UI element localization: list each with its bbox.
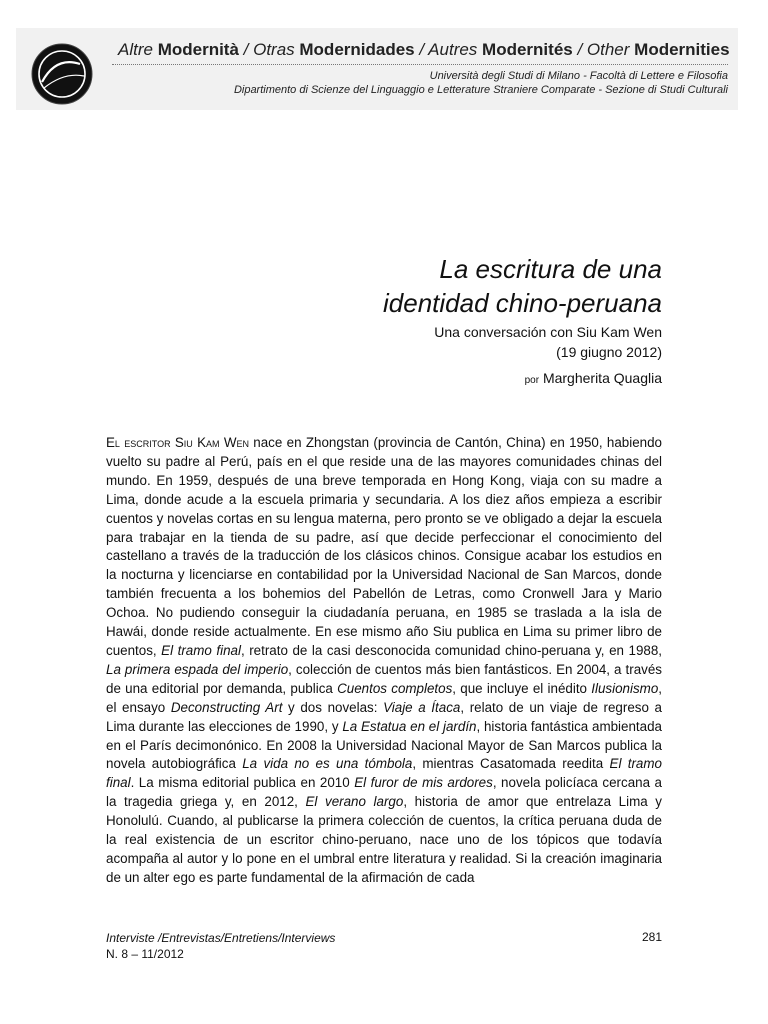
book-title: Ilusionismo: [591, 680, 659, 696]
article-title-line-1: La escritura de una: [439, 254, 662, 284]
book-title: Cuentos completos: [337, 680, 453, 696]
body-paragraph: El escritor Siu Kam Wen nace en Zhongstan (provincia de Cantón, China) en 1950, habiendo vuelto su padre al Perú, país en el que reside una de las mayores comunidades chinas del mundo. En 1959, después de una breve temporada en Hong Kong, viaja con su madre a Lima, donde acude a la escuela primaria y secundaria. A los diez años empieza a escribir cuentos y novelas cortas en su lengua materna, pero pronto se ve obligado a dejar la escuela para trabajar en la tienda de su padre, así que decide perfeccionar el conocimiento del castellano a través de la traducción de los clásicos chinos. Consigue acabar los estudios en la nocturna y licenciarse en contabilidad por la Universidad Nacional de San Marcos, donde también frecuenta a los bohemios del Pabellón de Letras, como Cronwell Jara y Mario Ochoa. No pudiendo conseguir la ciudadanía peruana, en 1985 se traslada a la isla de Hawái, donde reside actualmente. En ese mismo año Siu publica en Lima su primer libro de cuentos, El tramo final, retrato de la casi desconocida comunidad chino-peruana y, en 1988, La primera espada del imperio, colección de cuentos más bien fantásticos. En 2004, a través de una editorial por demanda, publica Cuentos completos, que incluye el inédito Ilusionismo, el ensayo Deconstructing Art y dos novelas: Viaje a Ítaca, relato de un viaje de regreso a Lima durante las elecciones de 1990, y La Estatua en el jardín, historia fantástica ambientada en el París decimonónico. En 2008 la Universidad Nacional Mayor de San Marcos publica la novela autobiográfica La vida no es una tómbola, mientras Casatomada reedita El tramo final. La misma editorial publica en 2010 El furor de mis ardores, novela policíaca cercana a la tragedia griega y, en 2012, El verano largo, historia de amor que entrelaza Lima y Honolulú. Cuando, al publicarse la primera colección de cuentos, la crítica peruana duda de la real existencia de un escritor chino-peruano, nace uno de los tópicos que todavía acompaña al autor y lo pone en el umbral entre literatura y realidad. Si la creación imaginaria de un alter ego es parte fundamental de la afirmación de cada: [106, 435, 663, 885]
footer-section: Interviste /Entrevistas/Entretiens/Interviews: [106, 931, 336, 945]
institution-line-1: Università degli Studi di Milano - Facoltà di Lettere e Filosofia: [429, 70, 728, 82]
book-title: El tramo final: [106, 756, 662, 791]
header-divider: [112, 64, 728, 65]
footer-left: [106, 930, 335, 962]
book-title: El verano largo: [305, 794, 404, 810]
book-title: La vida no es una tómbola: [242, 756, 413, 772]
book-title: El tramo final: [161, 642, 241, 658]
author-name: Margherita Quaglia: [542, 370, 662, 386]
institution-line-2: Dipartimento di Scienze del Linguaggio e Letterature Straniere Comparate - Sezione di Studi Culturali: [233, 84, 728, 96]
lead-in: El escritor Siu Kam Wen: [106, 435, 249, 450]
book-title: Deconstructing Art: [170, 699, 283, 715]
circular-swirl-logo-icon: [30, 42, 94, 106]
book-title: La primera espada del imperio: [106, 661, 289, 677]
book-title: Viaje a Ítaca: [383, 699, 461, 715]
article-heading: [102, 252, 662, 386]
journal-title: Altre Modernità / Otras Modernidades / Autres Modernités / Other Modernities: [118, 40, 730, 59]
byline: [102, 370, 662, 386]
book-title: El furor de mis ardores: [354, 775, 493, 791]
article-subtitle: Una conversación con Siu Kam Wen: [434, 324, 662, 340]
article-title-line-2: identidad chino-peruana: [383, 288, 662, 318]
footer-issue: N. 8 – 11/2012: [106, 947, 184, 961]
article-date: (19 giugno 2012): [556, 344, 662, 360]
byline-prefix: por: [524, 375, 540, 386]
page-number: 281: [641, 930, 662, 944]
book-title: La Estatua en el jardín: [342, 718, 477, 734]
